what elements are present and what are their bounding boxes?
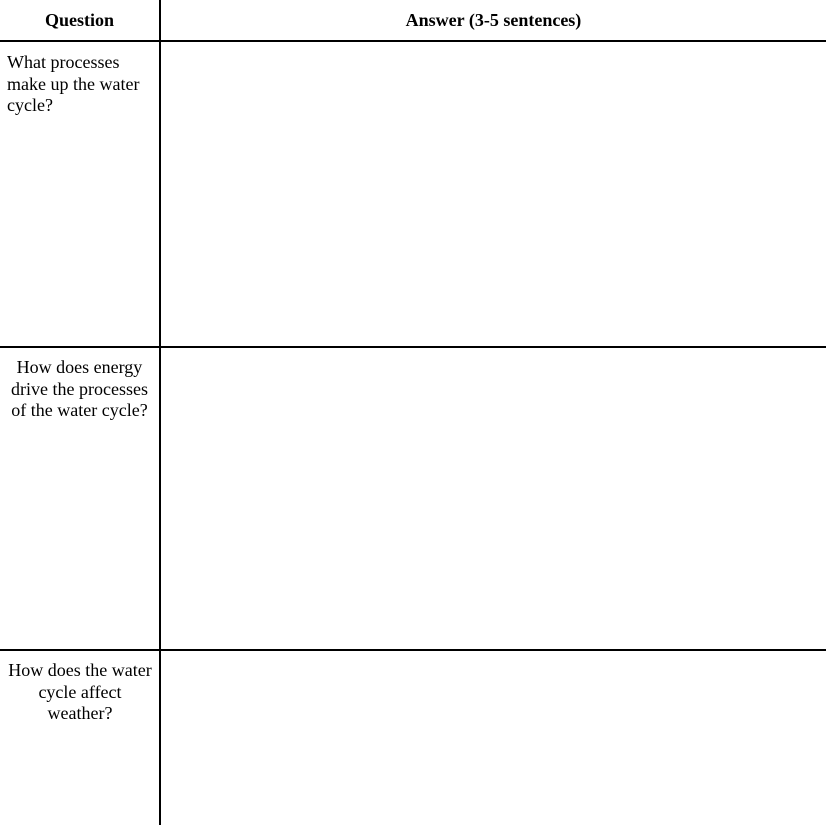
answer-cell-3[interactable] bbox=[161, 651, 826, 825]
header-question: Question bbox=[44, 9, 114, 30]
answer-cell-2[interactable] bbox=[161, 348, 826, 649]
answer-cell-1[interactable] bbox=[161, 42, 826, 346]
question-cell-2: How does energy drive the processes of the water cycle? bbox=[11, 357, 148, 420]
header-answer: Answer (3-5 sentences) bbox=[405, 9, 582, 30]
question-cell-3: How does the water cycle affect weather? bbox=[8, 660, 152, 723]
question-cell-1: What processes make up the water cycle? bbox=[7, 52, 140, 115]
